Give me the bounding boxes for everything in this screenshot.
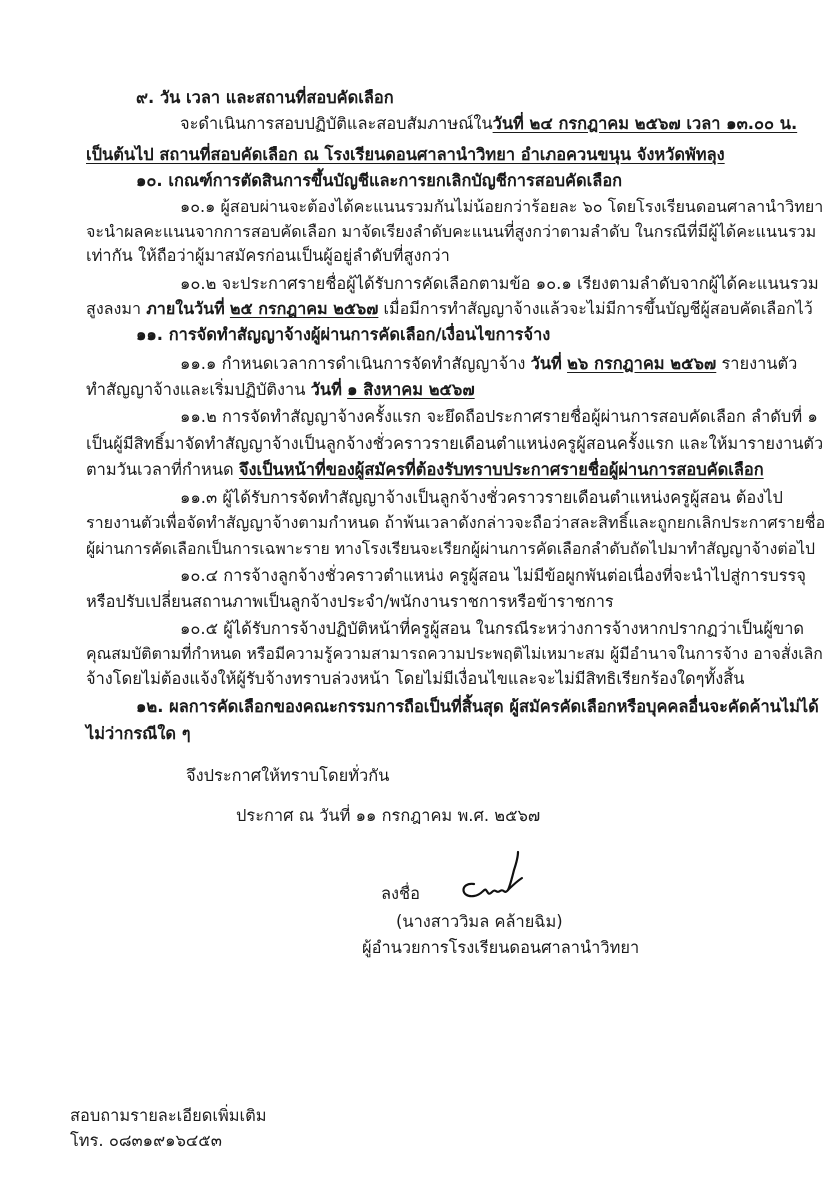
section-11-1-day-label-2: วันที่ <box>310 380 342 399</box>
handwritten-signature <box>452 848 532 908</box>
signer-position: ผู้อำนวยการโรงเรียนดอนศาลานำวิทยา <box>362 938 640 957</box>
section-11-4-line-2: หรือปรับเปลี่ยนสถานภาพเป็นลูกจ้างประจำ/พนักงานราชการหรือข้าราชการ <box>86 592 614 611</box>
section-11-1-line-2 <box>86 380 475 400</box>
section-12-line-2: ไม่ว่ากรณีใด ๆ <box>86 724 191 743</box>
contract-date: ๒๖ กรกฎาคม ๒๕๖๗ <box>567 354 717 373</box>
exam-location: เป็นต้นไป สถานที่สอบคัดเลือก ณ โรงเรียนดอนศาลานำวิทยา อำเภอควนขนุน จังหวัดพัทลุง <box>86 145 725 164</box>
section-10-1-line-1: ๑๐.๑ ผู้สอบผ่านจะต้องได้คะแนนรวมกันไม่น้อยกว่าร้อยละ ๖๐ โดยโรงเรียนดอนศาลานำวิทยา <box>180 197 824 216</box>
section-11-1-line-1 <box>180 354 797 374</box>
section-11-3-line-2: รายงานตัวเพื่อจัดทำสัญญาจ้างตามกำหนด ถ้าพ้นเวลาดังกล่าวจะถือว่าสละสิทธิ์และถูกยกเลิกประกาศรายชื่อ <box>86 513 826 532</box>
section-10-2-text-a: สูงลงมา <box>86 299 142 318</box>
section-10-2-text-d: เมื่อมีการทำสัญญาจ้างแล้วจะไม่มีการขึ้นบัญชีผู้สอบคัดเลือกไว้ <box>383 299 813 318</box>
exam-date: วันที่ ๒๔ กรกฎาคม ๒๕๖๗ เวลา ๑๓.๐๐ น. <box>492 114 798 133</box>
section-12-line-1: ๑๒. ผลการคัดเลือกของคณะกรรมการถือเป็นที่สิ้นสุด ผู้สมัครคัดเลือกหรือบุคคลอื่นจะคัดค้านไม่ได้ <box>136 697 819 716</box>
closing-notice: จึงประกาศให้ทราบโดยทั่วกัน <box>186 766 390 785</box>
section-11-2-line-1: ๑๑.๒ การจัดทำสัญญาจ้างครั้งแรก จะยึดถือประกาศรายชื่อผู้ผ่านการสอบคัดเลือก ลำดับที่ ๑ <box>180 407 818 426</box>
section-11-5-line-1: ๑๐.๕ ผู้ได้รับการจ้างปฏิบัติหน้าที่ครูผู้สอน ในกรณีระหว่างการจ้างหากปรากฏว่าเป็นผู้ขาด <box>180 619 805 638</box>
section-11-3-line-3: ผู้ผ่านการคัดเลือกเป็นการเฉพาะราย ทางโรงเรียนจะเรียกผู้ผ่านการคัดเลือกลำดับถัดไปมาทำสัญญาจ้างต่อไป <box>86 539 816 558</box>
section-10-1-line-2: จะนำผลคะแนนจากการสอบคัดเลือก มาจัดเรียงลำดับคะแนนที่สูงกว่าตามลำดับ ในกรณีที่มีผู้ได้คะแนนรวม <box>86 222 817 241</box>
section-11-1-text-a: ๑๑.๑ กำหนดเวลาการดำเนินการจัดทำสัญญาจ้าง <box>180 354 526 373</box>
results-date: ๒๕ กรกฎาคม ๒๕๖๗ <box>229 299 379 318</box>
section-11-5-line-2: คุณสมบัติตามที่กำหนด หรือมีความรู้ความสามารถความประพฤติไม่เหมาะสม ผู้มีอำนาจในการจ้าง อาจสั่งเลิก <box>86 644 823 663</box>
section-11-1-day-label: วันที่ <box>530 354 562 373</box>
announcement-date: ประกาศ ณ วันที่ ๑๑ กรกฎาคม พ.ศ. ๒๕๖๗ <box>236 806 541 825</box>
section-11-4-line-1: ๑๐.๔ การจ้างลูกจ้างชั่วคราวตำแหน่ง ครูผู้สอน ไม่มีข้อผูกพันต่อเนื่องที่จะนำไปสู่การบรรจุ <box>180 566 806 585</box>
section-9-line-1-text: จะดำเนินการสอบปฏิบัติและสอบสัมภาษณ์ใน <box>180 114 493 133</box>
section-10-2-within: ภายในวันที่ <box>146 299 225 318</box>
contact-phone: โทร. ๐๘๓๑๙๑๖๔๕๓ <box>70 1131 222 1150</box>
section-11-3-line-1: ๑๑.๓ ผู้ได้รับการจัดทำสัญญาจ้างเป็นลูกจ้างชั่วคราวรายเดือนตำแหน่งครูผู้สอน ต้องไป <box>180 488 783 507</box>
contact-info-label: สอบถามรายละเอียดเพิ่มเติม <box>70 1106 267 1125</box>
section-9-heading: ๙. วัน เวลา และสถานที่สอบคัดเลือก <box>136 88 394 107</box>
section-11-1-text-e: ทำสัญญาจ้างและเริ่มปฏิบัติงาน <box>86 380 306 399</box>
section-9-line-1 <box>180 114 797 134</box>
section-10-heading: ๑๐. เกณฑ์การตัดสินการขึ้นบัญชีและการยกเลิกบัญชีการสอบคัดเลือก <box>136 171 623 190</box>
signer-name: (นางสาววิมล คล้ายฉิม) <box>396 912 563 931</box>
section-10-1-line-3: เท่ากัน ให้ถือว่าผู้มาสมัครก่อนเป็นผู้อยู่ลำดับที่สูงกว่า <box>86 246 450 265</box>
section-11-heading: ๑๑. การจัดทำสัญญาจ้างผู้ผ่านการคัดเลือก/เงื่อนไขการจ้าง <box>136 325 551 344</box>
applicant-duty-notice: จึงเป็นหน้าที่ของผู้สมัครที่ต้องรับทราบประกาศรายชื่อผู้ผ่านการสอบคัดเลือก <box>238 460 764 479</box>
section-11-2-line-3 <box>86 460 764 480</box>
section-10-2-line-2 <box>86 299 813 319</box>
section-11-1-text-d: รายงานตัว <box>721 354 798 373</box>
section-10-2-line-1: ๑๐.๒ จะประกาศรายชื่อผู้ได้รับการคัดเลือกตามข้อ ๑๐.๑ เรียงตามลำดับจากผู้ได้คะแนนรวม <box>180 274 819 293</box>
section-11-2-text-a: ตามวันเวลาที่กำหนด <box>86 460 234 479</box>
start-work-date: ๑ สิงหาคม ๒๕๖๗ <box>347 380 475 399</box>
signature-label: ลงชื่อ <box>381 884 421 903</box>
section-11-2-line-2: เป็นผู้มีสิทธิ์มาจัดทำสัญญาจ้างเป็นลูกจ้างชั่วคราวรายเดือนตำแหน่งครูผู้สอนครั้งแรก และให้มารายงานตัว <box>86 434 824 453</box>
section-11-5-line-3: จ้างโดยไม่ต้องแจ้งให้ผู้รับจ้างทราบล่วงหน้า โดยไม่มีเงื่อนไขและจะไม่มีสิทธิเรียกร้องใดๆทั้งสิ้น <box>86 669 745 688</box>
